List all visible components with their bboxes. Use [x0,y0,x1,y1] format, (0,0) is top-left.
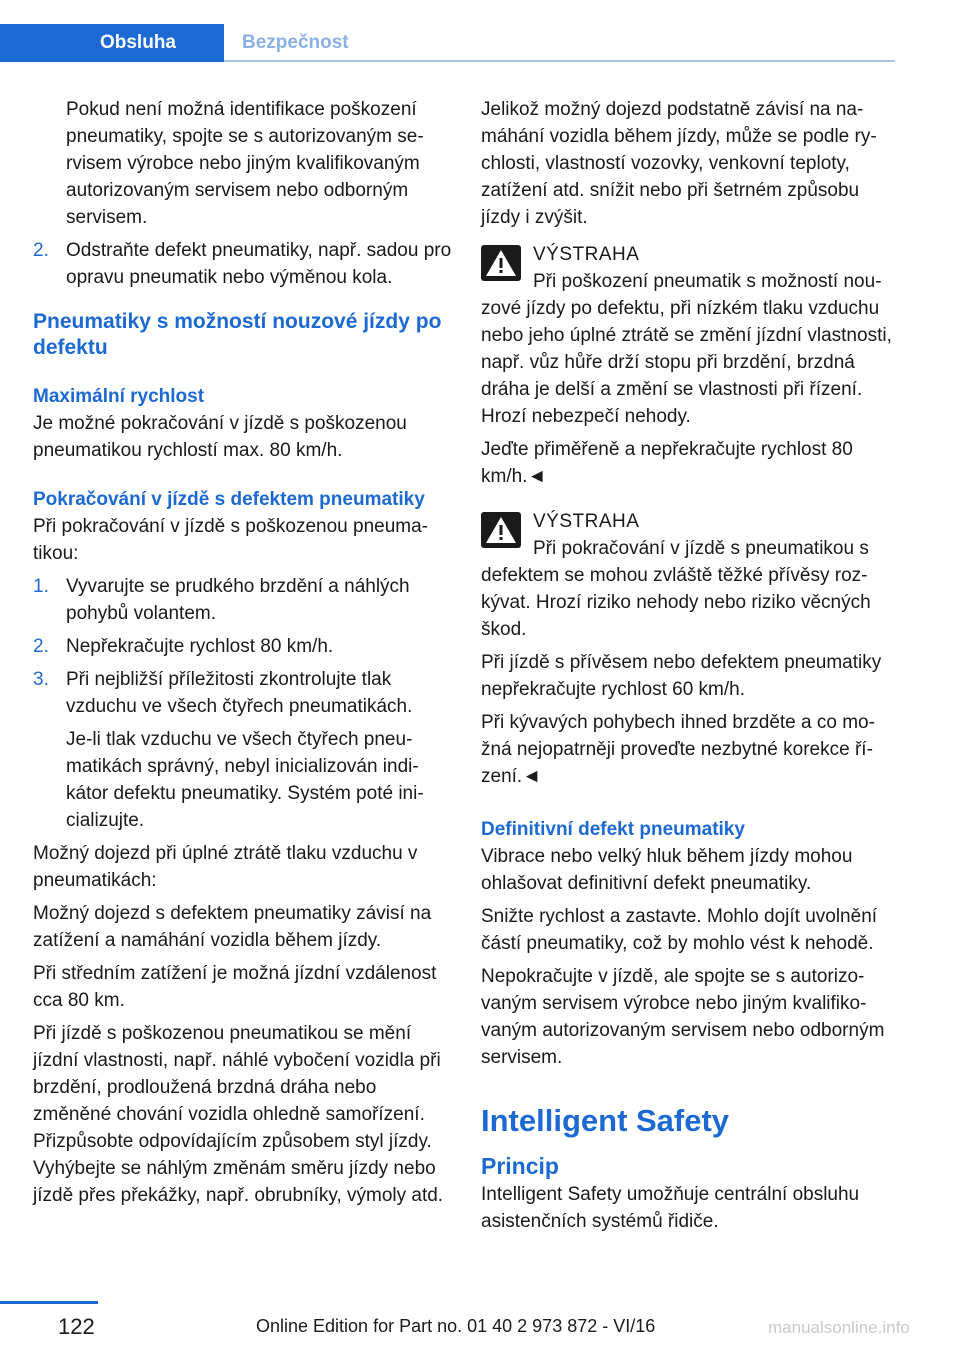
list-text: Nepřekračujte rychlost 80 km/h. [66,636,334,657]
warning-text: Při pokračování v jízdě s pneumatikou s defektem se mohou zvláště těžké přívěsy rozkývat. Hrozí riziko nehody nebo riziko věcných škod. [481,538,871,640]
list-number: 3. [33,669,49,690]
heading-principle: Princip [481,1153,559,1179]
edition-note: Online Edition for Part no. 01 40 2 973 872 - VI/16 [256,1316,656,1336]
heading-continue: Pokračování v jízdě s defektem pneumatiky [33,489,425,510]
paragraph-final-1: Vibrace nebo velký hluk během jízdy mohou ohlašovat definitivní defekt pneumatiky. [481,846,853,894]
warning-title: VÝSTRAHA [533,511,640,532]
paragraph-range-variation: Jelikož možný dojezd podstatně závisí na namáhání vozidla během jízdy, může se podle rychlosti, vlastností vozovky, venkovní teploty, zatížení atd. snížit nebo při šetrném způsobu jízdy i zvýšit. [481,99,877,228]
paragraph-max-speed: Je možné pokračování v jízdě s poškozenou pneumatikou rychlostí max. 80 km/h. [33,413,407,461]
list-item [33,666,453,720]
list-item [33,573,453,627]
tab-obsluha[interactable]: Obsluha [0,24,224,62]
heading-final-defect: Definitivní defekt pneumatiky [481,819,745,840]
list-text: Odstraňte defekt pneumatiky, např. sadou pro opravu pneumatik nebo výměnou kola. [66,240,452,288]
header-tabs [0,24,895,62]
list-number: 2. [33,240,49,261]
warning-block-runflat [481,241,897,490]
warning-action: Jeďte přiměřeně a nepřekračujte rychlost 80 km/h.◄ [481,439,853,487]
warning-title: VÝSTRAHA [533,244,640,265]
paragraph-range-average: Při středním zatížení je možná jízdní vzdálenost cca 80 km. [33,963,437,1011]
heading-intelligent-safety: Intelligent Safety [481,1103,730,1138]
paragraph-continue: Při pokračování v jízdě s poškozenou pneumatikou: [33,516,428,564]
left-column [33,96,453,1215]
warning-sway-action: Při kývavých pohybech ihned brzděte a co možná nejopatrněji proveďte nezbytné korekce řízení.◄ [481,712,875,787]
paragraph-range-intro: Možný dojezd při úplné ztrátě tlaku vzduchu v pneumatikách: [33,843,418,891]
list-text: Při nejbližší příležitosti zkontrolujte tlak vzduchu ve všech čtyřech pneumatikách. [66,669,413,717]
paragraph-final-3: Nepokračujte v jízdě, ale spojte se s autorizovaným servisem výrobce nebo jiným kvalifikovaným autorizovaným servisem nebo odborným servisem. [481,966,885,1068]
list-item-step-2 [33,237,453,291]
warning-triangle-icon [481,512,521,548]
warning-text: Při poškození pneumatik s možností nouzové jízdy po defektu, při nízkém tlaku vzduchu nebo jeho úplné ztrátě se změní jízdní vlastnosti, např. vůz hůře drží stopu při brzdění, brzdná dráha je delší a změní se vlastnosti při řízení. Hrozí nebezpečí nehody. [481,271,892,427]
footer-rule [0,1301,98,1304]
paragraph-final-2: Snižte rychlost a zastavte. Mohlo dojít uvolnění částí pneumatiky, což by mohlo vést k nehodě. [481,906,878,954]
list-number: 1. [33,576,49,597]
list-item [33,633,453,660]
right-column [481,96,897,1241]
warning-block-trailer [481,508,897,790]
heading-runflat: Pneumatiky s možností nouzové jízdy po defektu [33,310,442,359]
watermark: manualsonline.info [768,1318,910,1337]
warning-triangle-icon [481,245,521,281]
list-number: 2. [33,636,49,657]
page-number: 122 [58,1314,95,1339]
warning-trailer-speed: Při jízdě s přívěsem nebo defektem pneumatiky nepřekračujte rychlost 60 km/h. [481,652,882,700]
tab-divider [224,60,895,62]
tab-bezpecnost[interactable]: Bezpečnost [242,32,349,53]
paragraph-range-dependency: Možný dojezd s defektem pneumatiky závisí na zatížení a namáhání vozidla během jízdy. [33,903,432,951]
intro-paragraph: Pokud není možná identifikace poškození pneumatiky, spojte se s autorizovaným servisem výrobce nebo jiným kvalifikovaným autorizovaným servisem nebo odborným servisem. [66,99,424,228]
paragraph-principle: Intelligent Safety umožňuje centrální obsluhu asistenčních systémů řidiče. [481,1184,860,1232]
paragraph-item3-extra: Je-li tlak vzduchu ve všech čtyřech pneumatikách správný, nebyl inicializován indikátor defektu pneumatiky. Systém poté inicializujte. [66,729,424,831]
paragraph-handling: Při jízdě s poškozenou pneumatikou se mění jízdní vlastnosti, např. náhlé vybočení vozidla při brzdění, prodloužená brzdná dráha nebo změněné chování vozidla ohledně samořízení. Přizpůsobte odpovídajícím způsobem styl jízdy. Vyhýbejte se náhlým změnám směru jízdy nebo jízdě přes překážky, např. obrubníky, výmoly atd. [33,1023,444,1206]
heading-max-speed: Maximální rychlost [33,386,205,407]
list-text: Vyvarujte se prudkého brzdění a náhlých pohybů volantem. [66,576,410,624]
